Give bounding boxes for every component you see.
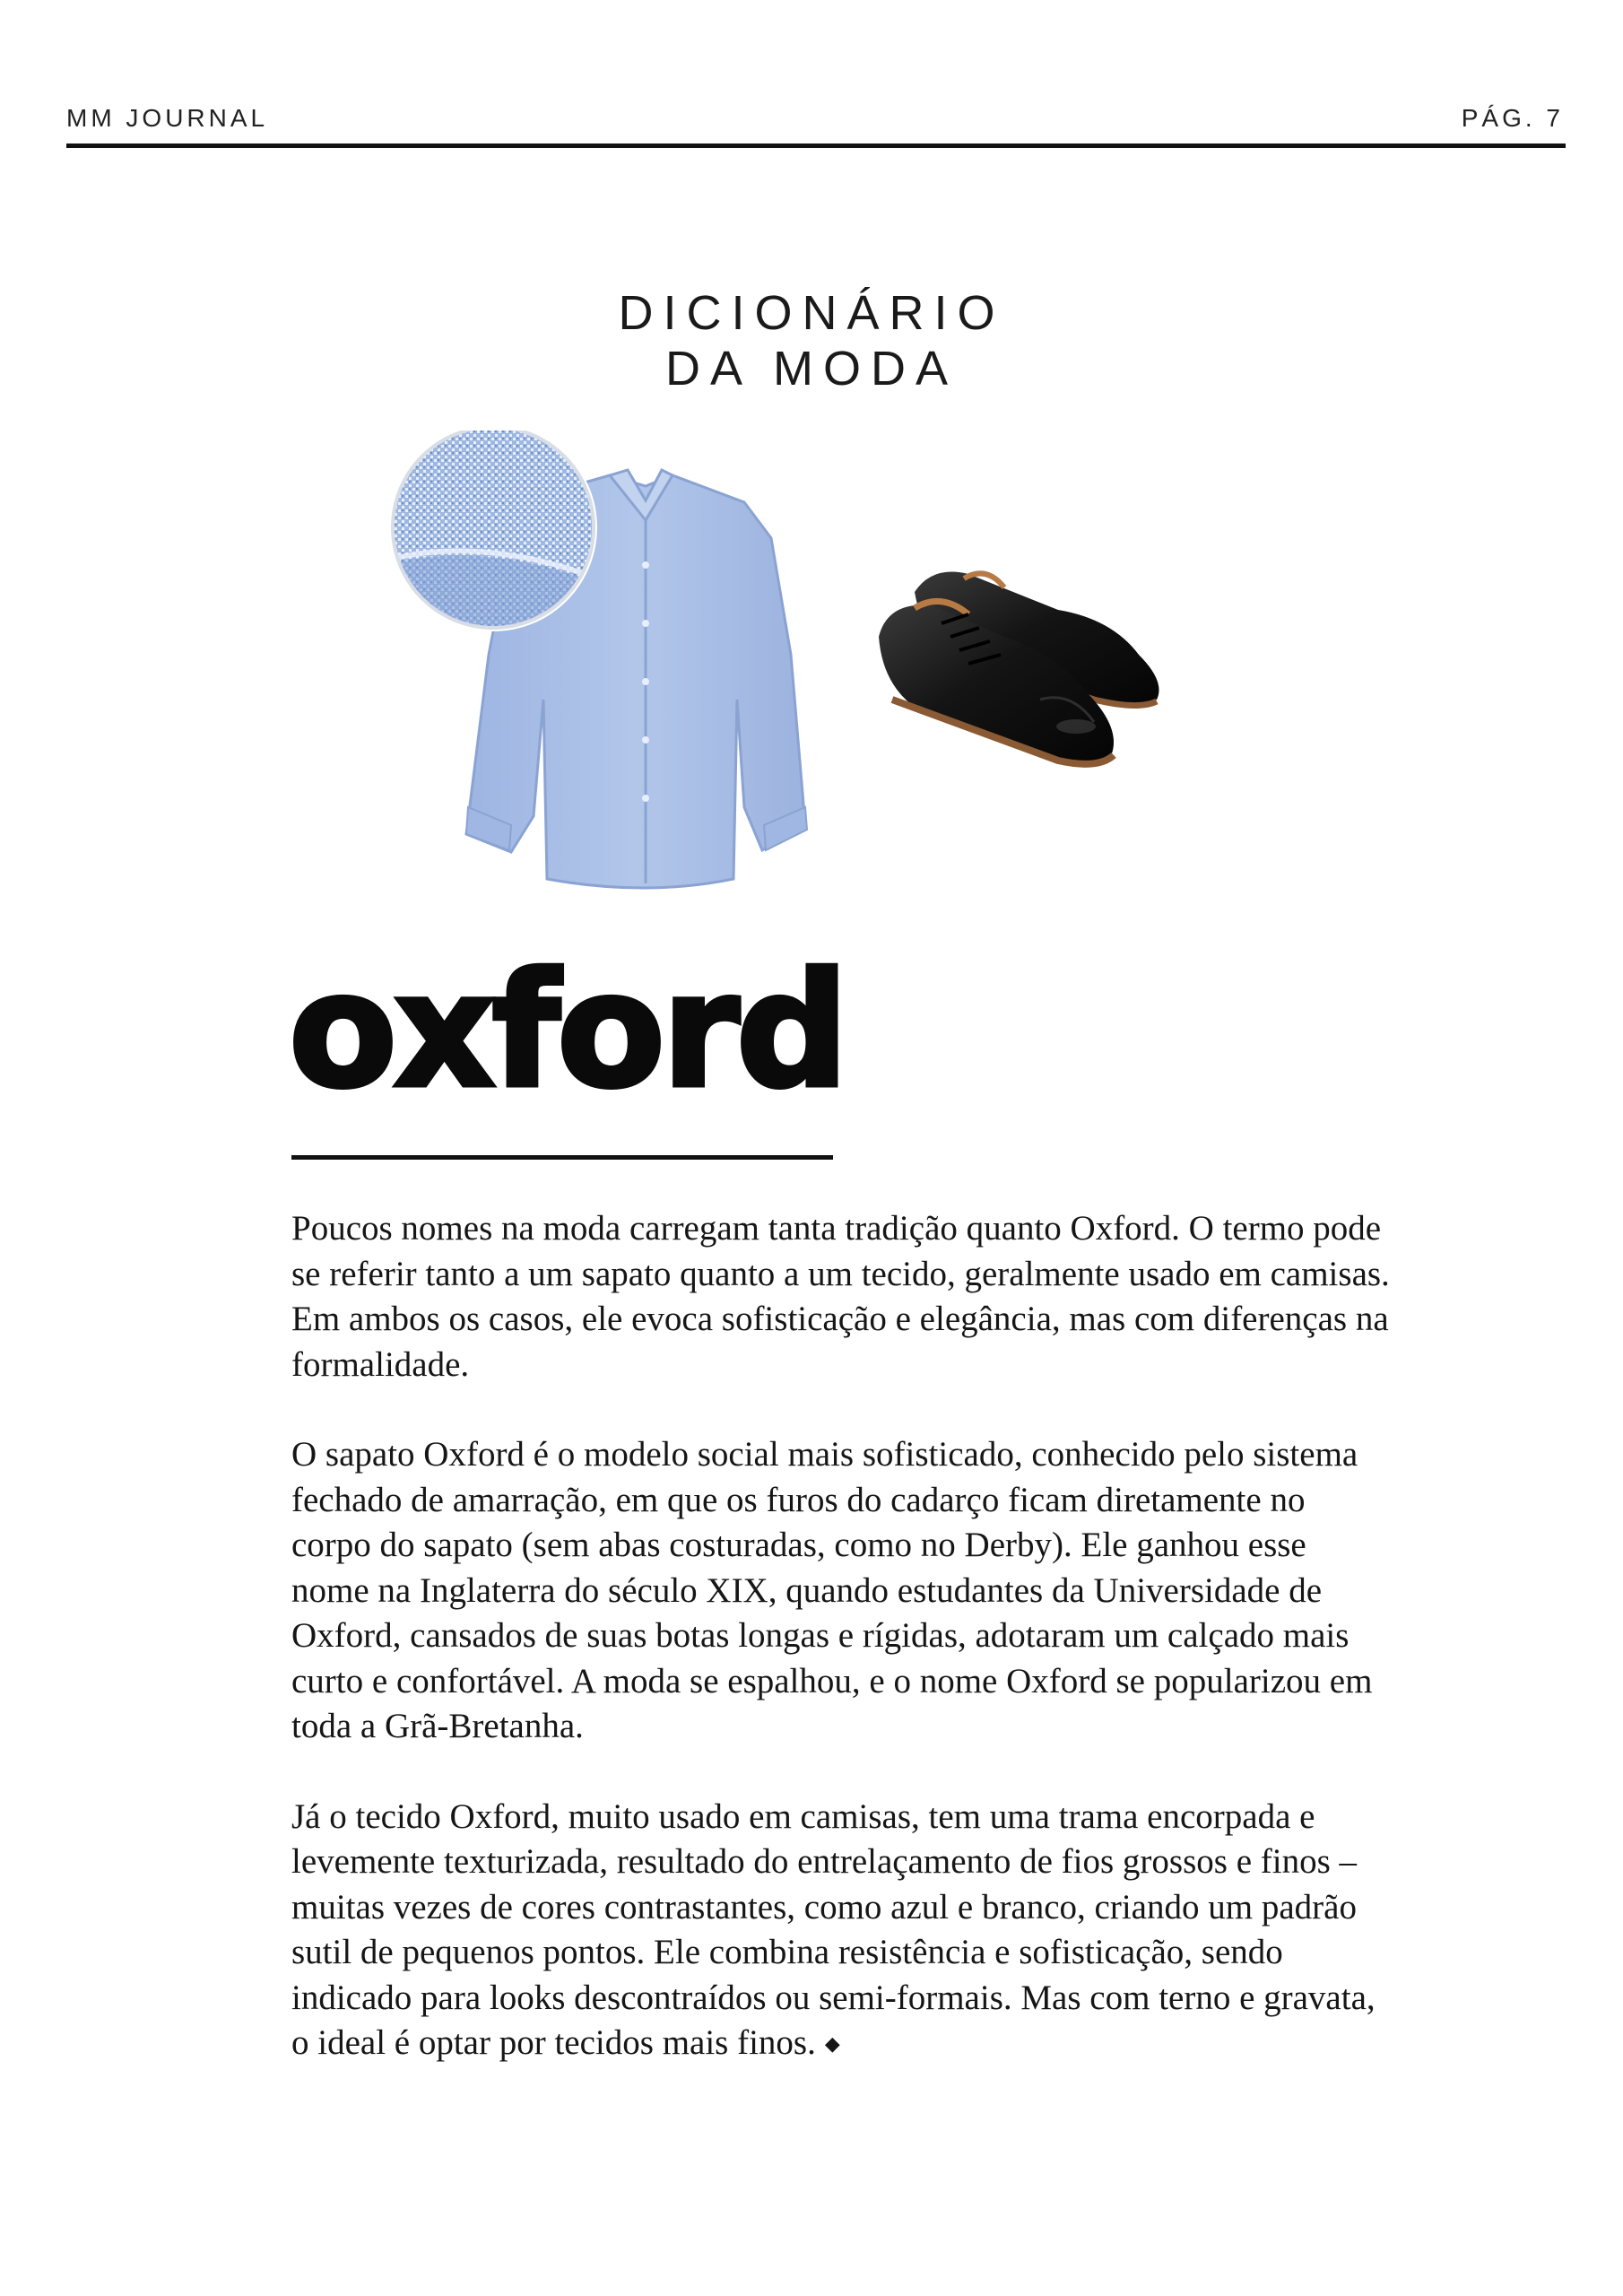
section-title-line-1: DICIONÁRIO <box>618 286 1005 340</box>
illustration-svg <box>377 430 1273 897</box>
paragraph-intro: Poucos nomes na moda carregam tanta tradição quanto Oxford. O termo pode se referir tanto a um sapato quanto a um tecido, geralmente usado em camisas. Em ambos os casos, ele evoca sofisticação e elegância, mas com diferenças na formalidade. <box>291 1209 1390 1384</box>
paragraph-fabric-text: Já o tecido Oxford, muito usado em camisas, tem uma trama encorpada e levemente texturizada, resultado do entrelaçamento de fios grossos e finos – muitas vezes de cores contrastantes, como azul e branco, criando um padrão sutil de pequenos pontos. Ele combina resistência e sofisticação, sendo indicado para looks descontraídos ou semi-formais. Mas com terno e gravata, o ideal é optar por tecidos mais finos. <box>291 1796 1376 2062</box>
article-body <box>291 1206 1390 2112</box>
running-header <box>66 104 1564 136</box>
section-title-line-2: DA MODA <box>664 342 959 396</box>
paragraph-shoe: O sapato Oxford é o modelo social mais sofisticado, conhecido pelo sistema fechado de amarração, em que os furos do cadarço ficam diretamente no corpo do sapato (sem abas costuradas, como no Derby). Ele ganhou esse nome na Inglaterra do século XIX, quando estudantes da Universidade de Oxford, cansados de suas botas longas e rígidas, adotaram um calçado mais curto e confortável. A moda se espalhou, e o nome Oxford se popularizou em toda a Grã-Bretanha. <box>291 1435 1373 1745</box>
header-divider <box>66 144 1566 148</box>
dictionary-term: oxford <box>289 939 846 1123</box>
section-title <box>0 285 1623 396</box>
end-mark-icon: ◆ <box>824 2032 840 2055</box>
product-illustration <box>377 430 1273 897</box>
paragraph-fabric <box>291 1795 1390 2067</box>
publication-name: MM JOURNAL <box>66 104 269 132</box>
page-number: PÁG. 7 <box>1461 104 1564 132</box>
oxford-shoes-image <box>879 572 1159 764</box>
term-divider <box>291 1155 833 1160</box>
